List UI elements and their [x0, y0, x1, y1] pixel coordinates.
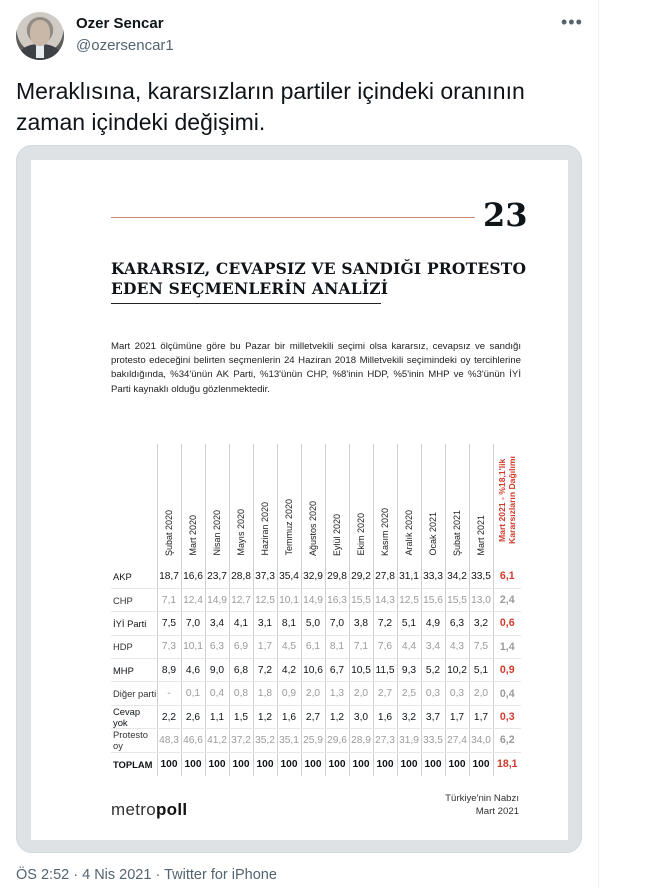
table-cell: 25,9: [301, 729, 325, 752]
table-cell: 37,2: [229, 729, 253, 752]
table-cell: 27,8: [373, 565, 397, 588]
summary-cell: 2,4: [493, 588, 521, 611]
table-cell: 4,2: [277, 659, 301, 682]
table-cell: 27,4: [445, 729, 469, 752]
table-cell: 1,2: [253, 705, 277, 728]
row-label: Protesto oy: [111, 729, 157, 752]
row-label: Diğer parti: [111, 682, 157, 705]
table-cell: 10,1: [181, 635, 205, 658]
row-label: İYİ Parti: [111, 612, 157, 635]
table-cell: 18,7: [157, 565, 181, 588]
table-cell: 100: [301, 752, 325, 775]
table-cell: 1,7: [253, 635, 277, 658]
table-cell: 12,4: [181, 588, 205, 611]
table-cell: 0,3: [421, 682, 445, 705]
table-cell: 100: [277, 752, 301, 775]
table-cell: 7,5: [157, 612, 181, 635]
column-header: [469, 444, 493, 565]
table-cell: 12,7: [229, 588, 253, 611]
table-cell: 35,2: [253, 729, 277, 752]
metropoll-logo: [111, 800, 187, 820]
summary-cell: 1,4: [493, 635, 521, 658]
timeline-divider: [598, 0, 599, 888]
table-cell: 6,8: [229, 659, 253, 682]
row-label: TOPLAM: [111, 752, 157, 775]
table-cell: 6,7: [325, 659, 349, 682]
table-cell: 100: [421, 752, 445, 775]
table-cell: 2,5: [397, 682, 421, 705]
column-header: [157, 444, 181, 565]
table-cell: 100: [349, 752, 373, 775]
table-cell: 7,5: [469, 635, 493, 658]
table-cell: 16,3: [325, 588, 349, 611]
table-cell: 0,8: [229, 682, 253, 705]
table-cell: 3,4: [421, 635, 445, 658]
table-cell: 3,1: [253, 612, 277, 635]
table-cell: 10,1: [277, 588, 301, 611]
tweet-date[interactable]: 4 Nis 2021: [82, 867, 152, 883]
report-title: [111, 259, 551, 299]
table-cell: 100: [469, 752, 493, 775]
table-cell: 0,1: [181, 682, 205, 705]
table-row: [111, 752, 521, 775]
table-cell: 4,5: [277, 635, 301, 658]
table-row: [111, 635, 521, 658]
table-cell: 1,3: [325, 682, 349, 705]
table-cell: 6,3: [205, 635, 229, 658]
column-header: [229, 444, 253, 565]
table-cell: 8,1: [277, 612, 301, 635]
table-cell: 100: [325, 752, 349, 775]
table-cell: 28,8: [229, 565, 253, 588]
tweet-meta: [16, 867, 277, 883]
table-row: [111, 565, 521, 588]
table-cell: 34,2: [445, 565, 469, 588]
table-header-row: [111, 444, 521, 565]
table-cell: 5,2: [421, 659, 445, 682]
row-label: CHP: [111, 588, 157, 611]
table-cell: 46,6: [181, 729, 205, 752]
tweet-source[interactable]: Twitter for iPhone: [164, 867, 277, 883]
table-cell: 5,1: [469, 659, 493, 682]
table-cell: 5,1: [397, 612, 421, 635]
column-header: [325, 444, 349, 565]
table-cell: 41,2: [205, 729, 229, 752]
table-cell: 100: [445, 752, 469, 775]
table-cell: 1,6: [373, 705, 397, 728]
table-cell: 15,6: [421, 588, 445, 611]
table-cell: 3,0: [349, 705, 373, 728]
column-header-label: Mart 2020: [188, 515, 198, 556]
author-handle[interactable]: @ozersencar1: [76, 37, 174, 54]
table-cell: 0,9: [277, 682, 301, 705]
title-underline: [111, 303, 381, 304]
table-cell: 23,7: [205, 565, 229, 588]
table-cell: 35,4: [277, 565, 301, 588]
column-header: [253, 444, 277, 565]
table-cell: 8,1: [325, 635, 349, 658]
table-cell: 9,0: [205, 659, 229, 682]
brand-prefix: metro: [111, 800, 156, 819]
table-cell: 27,3: [373, 729, 397, 752]
table-row: [111, 588, 521, 611]
summary-cell: 6,1: [493, 565, 521, 588]
table-cell: 10,2: [445, 659, 469, 682]
table-cell: 100: [181, 752, 205, 775]
table-cell: -: [157, 682, 181, 705]
column-header: [301, 444, 325, 565]
column-header-label: Mayıs 2020: [236, 509, 246, 556]
table-cell: 3,4: [205, 612, 229, 635]
tweet-image[interactable]: [16, 145, 582, 853]
meta-separator: ·: [155, 867, 161, 883]
author-name[interactable]: Ozer Sencar: [76, 15, 164, 32]
table-cell: 100: [157, 752, 181, 775]
table-cell: 4,4: [397, 635, 421, 658]
column-header-label: Aralık 2020: [404, 510, 414, 556]
summary-cell: 18,1: [493, 752, 521, 775]
table-cell: 100: [373, 752, 397, 775]
table-corner: [111, 444, 157, 565]
report-title-line2: EDEN SEÇMENLERİN ANALİZİ: [111, 279, 389, 298]
meta-separator: ·: [73, 867, 79, 883]
table-cell: 100: [397, 752, 421, 775]
column-header-label: Haziran 2020: [260, 502, 270, 556]
table-cell: 1,7: [469, 705, 493, 728]
table-cell: 33,5: [469, 565, 493, 588]
table-cell: 1,1: [205, 705, 229, 728]
column-header: [445, 444, 469, 565]
table-cell: 29,8: [325, 565, 349, 588]
table-cell: 48,3: [157, 729, 181, 752]
table-cell: 100: [253, 752, 277, 775]
column-header-label: Kasım 2020: [380, 507, 390, 556]
column-header: [205, 444, 229, 565]
summary-cell: 0,3: [493, 705, 521, 728]
table-row: [111, 682, 521, 705]
table-cell: 7,2: [373, 612, 397, 635]
report-source: [419, 792, 519, 818]
report-title-line1: KARARSIZ, CEVAPSIZ VE SANDIĞI PROTESTO: [111, 259, 527, 278]
table-cell: 4,1: [229, 612, 253, 635]
table-cell: 3,2: [469, 612, 493, 635]
column-header-label: Ekim 2020: [356, 513, 366, 556]
source-line1: Türkiye'nin Nabzı: [445, 793, 519, 804]
table-cell: 2,0: [301, 682, 325, 705]
table-cell: 15,5: [349, 588, 373, 611]
table-cell: 13,0: [469, 588, 493, 611]
tweet-time[interactable]: ÖS 2:52: [16, 867, 70, 883]
table-row: [111, 729, 521, 752]
table-cell: 3,8: [349, 612, 373, 635]
author-avatar[interactable]: [16, 12, 64, 60]
table-cell: 28,9: [349, 729, 373, 752]
table-cell: 29,2: [349, 565, 373, 588]
table-cell: 33,5: [421, 729, 445, 752]
table-cell: 2,0: [469, 682, 493, 705]
table-cell: 100: [229, 752, 253, 775]
table-cell: 6,1: [301, 635, 325, 658]
column-header-label: Eylül 2020: [332, 513, 342, 556]
table-cell: 7,1: [349, 635, 373, 658]
table-cell: 2,7: [301, 705, 325, 728]
table-cell: 6,9: [229, 635, 253, 658]
table-cell: 1,8: [253, 682, 277, 705]
avatar-face: [30, 20, 50, 46]
table-cell: 5,0: [301, 612, 325, 635]
summary-cell: 0,9: [493, 659, 521, 682]
summary-cell: 0,6: [493, 612, 521, 635]
brand-suffix: poll: [155, 800, 188, 819]
more-options-icon[interactable]: •••: [561, 12, 583, 32]
column-header-label: Temmuz 2020: [284, 499, 294, 556]
table-cell: 16,6: [181, 565, 205, 588]
table-cell: 8,9: [157, 659, 181, 682]
table-cell: 100: [205, 752, 229, 775]
table-cell: 14,9: [301, 588, 325, 611]
summary-cell: 6,2: [493, 729, 521, 752]
report-intro: Mart 2021 ölçümüne göre bu Pazar bir milletvekili seçimi olsa kararsız, cevapsız ve sandığı protesto edeceğini belirten seçmenlerin 24 Haziran 2018 Milletvekili seçimindeki oy tercihlerine bakıldığında, %34'ünün AK Parti, %13'ünün CHP, %8'inin HDP, %5'inin MHP ve %3'ünün İYİ Parti kaynaklı olduğu gözlenmektedir.: [111, 341, 521, 395]
column-header: [181, 444, 205, 565]
table-cell: 1,2: [325, 705, 349, 728]
table-cell: 4,9: [421, 612, 445, 635]
table-cell: 2,0: [349, 682, 373, 705]
column-header-label: Nisan 2020: [212, 510, 222, 556]
table-cell: 2,7: [373, 682, 397, 705]
table-cell: 4,3: [445, 635, 469, 658]
table-cell: 9,3: [397, 659, 421, 682]
table-cell: 7,2: [253, 659, 277, 682]
table-cell: 34,0: [469, 729, 493, 752]
column-header-label: Ocak 2021: [428, 512, 438, 556]
table-cell: 11,5: [373, 659, 397, 682]
table-cell: 29,6: [325, 729, 349, 752]
table-row: [111, 659, 521, 682]
table-cell: 31,1: [397, 565, 421, 588]
column-header: [421, 444, 445, 565]
table-cell: 3,7: [421, 705, 445, 728]
table-cell: 4,6: [181, 659, 205, 682]
summary-cell: 0,4: [493, 682, 521, 705]
tweet-text: Meraklısına, kararsızların partiler içindeki oranının zaman içindeki değişimi.: [16, 78, 525, 135]
row-label: MHP: [111, 659, 157, 682]
table-cell: 12,5: [397, 588, 421, 611]
table-cell: 0,4: [205, 682, 229, 705]
table-cell: 6,3: [445, 612, 469, 635]
table-cell: 35,1: [277, 729, 301, 752]
table-row: [111, 612, 521, 635]
table-cell: 7,3: [157, 635, 181, 658]
table-cell: 7,0: [325, 612, 349, 635]
column-header: [349, 444, 373, 565]
table-cell: 1,6: [277, 705, 301, 728]
table-cell: 7,0: [181, 612, 205, 635]
header-rule: [111, 217, 475, 218]
table-cell: 0,3: [445, 682, 469, 705]
table-cell: 14,3: [373, 588, 397, 611]
column-header: [397, 444, 421, 565]
page-number: 23: [483, 196, 528, 234]
table-cell: 14,9: [205, 588, 229, 611]
table-cell: 12,5: [253, 588, 277, 611]
table-cell: 15,5: [445, 588, 469, 611]
table-row: [111, 705, 521, 728]
row-label: Cevap yok: [111, 705, 157, 728]
table-cell: 32,9: [301, 565, 325, 588]
column-header-label: Şubat 2021: [452, 509, 462, 556]
table-cell: 10,6: [301, 659, 325, 682]
undecided-voters-table: [111, 444, 521, 776]
table-cell: 31,9: [397, 729, 421, 752]
column-header: [373, 444, 397, 565]
table-cell: 10,5: [349, 659, 373, 682]
row-label: HDP: [111, 635, 157, 658]
column-header-label: Şubat 2020: [164, 509, 174, 556]
summary-column-header-label: Mart 2021 - %18,1'lik Kararsızların Dağılımı: [497, 456, 518, 544]
table-cell: 3,2: [397, 705, 421, 728]
table-cell: 2,6: [181, 705, 205, 728]
table-cell: 7,6: [373, 635, 397, 658]
table-cell: 37,3: [253, 565, 277, 588]
table-cell: 7,1: [157, 588, 181, 611]
table-cell: 2,2: [157, 705, 181, 728]
column-header-label: Mart 2021: [476, 515, 486, 556]
table-cell: 1,7: [445, 705, 469, 728]
row-label: AKP: [111, 565, 157, 588]
table-cell: 1,5: [229, 705, 253, 728]
column-header-label: Ağustos 2020: [308, 500, 318, 556]
source-line2: Mart 2021: [475, 806, 519, 817]
summary-column-header: [493, 444, 521, 565]
avatar-shirt: [36, 44, 44, 58]
column-header: [277, 444, 301, 565]
table-cell: 33,3: [421, 565, 445, 588]
report-page: [31, 160, 568, 840]
